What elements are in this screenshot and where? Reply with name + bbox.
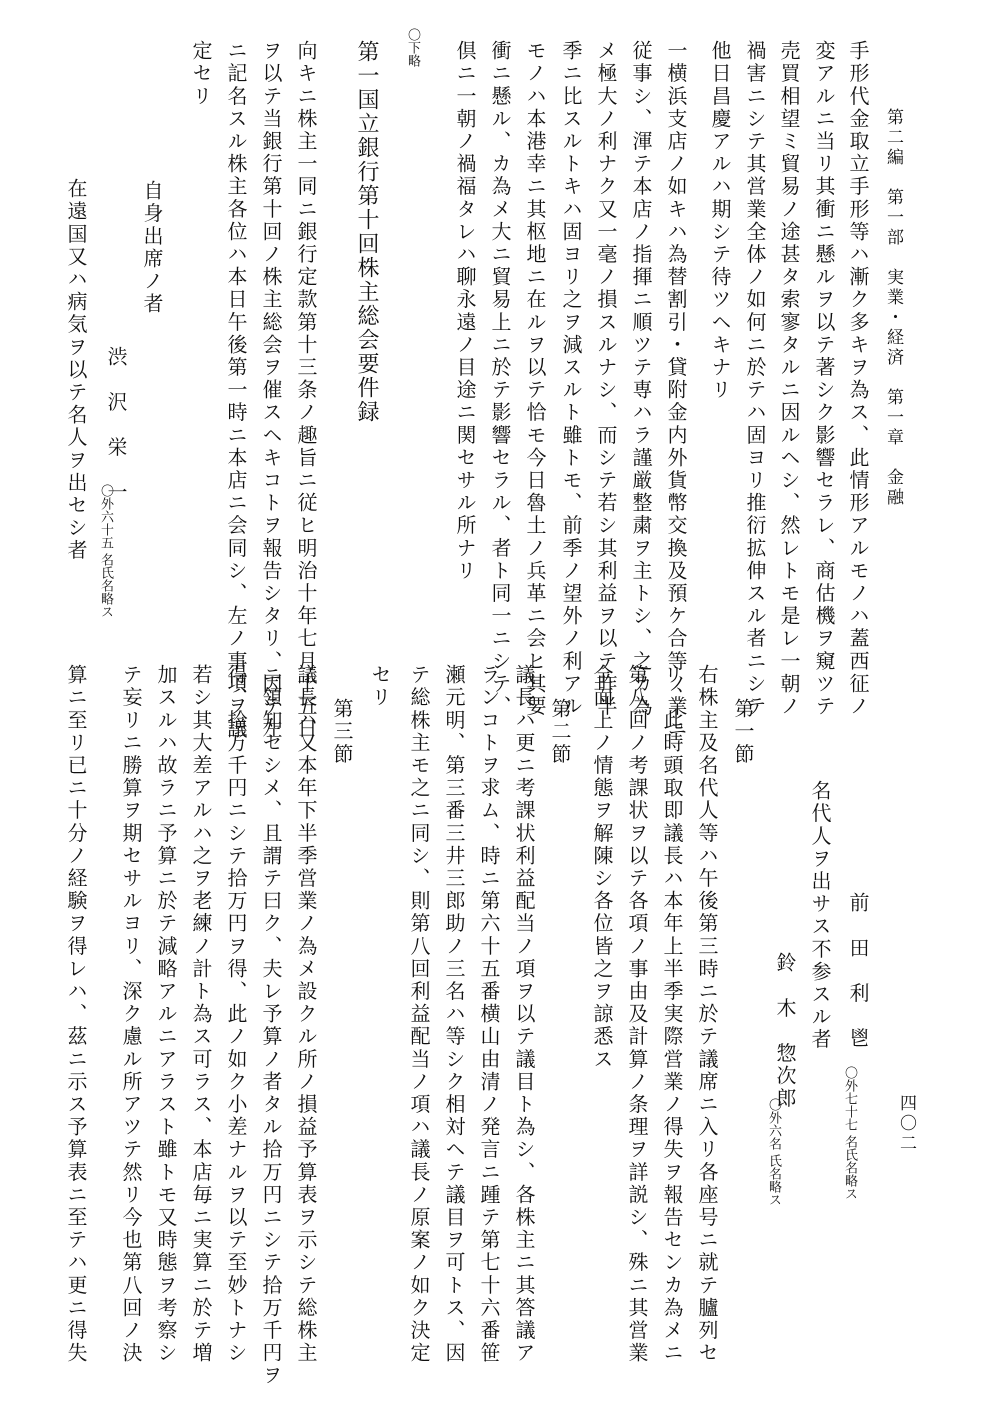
text-column: 若シ其大差アルハ之ヲ老練ノ計ト為ス可ラス、本店毎ニ実算ニ於テ増: [189, 664, 213, 1365]
note-line: 〇外六十五: [98, 484, 113, 549]
running-title: 第二編 第一部 実業・経済 第一章 金融: [883, 108, 903, 508]
proxy-label: 在遠国又ハ病気ヲ以テ名人ヲ出セシ者: [64, 178, 88, 563]
note-line: 〇外七十七: [842, 1066, 857, 1131]
text-column: ヲ以テ当銀行第十回ノ株主総会ヲ催スヘキコトヲ報告シタリ、因テ左: [259, 40, 283, 741]
section-heading-2: 第二節: [548, 698, 572, 766]
text-column: 他日昌慶アルハ期シテ待ツヘキナリ: [708, 40, 732, 402]
text-column: メ極大ノ利ナク又一毫ノ損スルナシ、而シテ若シ其利益ヲ以テ昨半: [594, 40, 618, 718]
attendance-label: 自身出席ノ者: [140, 180, 164, 316]
section-heading-3: 第三節: [330, 698, 354, 766]
text-column: 従事シ、渾テ本店ノ指揮ニ順ツテ専ハラ謹厳整粛ヲ主トシ、之カ為: [629, 40, 653, 718]
text-column: モノハ本港幸ニ其枢地ニ在ルヲ以テ恰モ今日魯土ノ兵革ニ会ヒ其要: [523, 40, 547, 718]
proxy-note: [842, 1066, 856, 1200]
attendee-note: [98, 484, 112, 618]
note-line: 名氏名略ス: [842, 1135, 857, 1201]
text-column: 倶ニ一朝ノ禍福タレハ聊永遠ノ目途ニ関セサル所ナリ: [453, 40, 477, 583]
attendee-name: 渋 沢 栄 一: [104, 346, 128, 505]
absent-name: 鈴 木 惣次郎: [773, 952, 797, 1111]
text-column: ニ領知セシメ、且謂テ曰ク、夫レ予算ノ者タル拾万円ニシテ拾万千円ヲ: [259, 664, 283, 1388]
text-column: 手形代金取立手形等ハ漸ク多キヲ為ス、此情形アルモノハ蓋西征ノ: [846, 40, 870, 718]
text-column: 瀬元明、第三番三井三郎助ノ三名ハ等シク相対ヘテ議目ヲ可トス、因: [442, 664, 466, 1365]
absent-note: [766, 1098, 780, 1206]
proxy-name: 前 田 利 鬯: [846, 892, 870, 1051]
note-line: 〇外六名: [766, 1098, 781, 1150]
text-column: ランコトヲ求ム、時ニ第六十五番横山由清ノ発言ニ踵テ第七十六番笹: [477, 664, 501, 1365]
text-column: 加スルハ故ラニ予算ニ於テ減略アルニアラスト雖トモ又時態ヲ考察シ: [154, 664, 178, 1365]
text-column: 禍害ニシテ其営業全体ノ如何ニ於テハ固ヨリ推衍拡伸スル者ニシテ: [743, 40, 767, 718]
text-column: テ総株主モ之ニ同シ、則第八回利益配当ノ項ハ議長ノ原案ノ如ク決定: [407, 664, 431, 1365]
note-line: 氏名略ス: [766, 1154, 781, 1207]
text-column: 定セリ: [189, 40, 213, 108]
text-column: 議長ハ又本年下半季営業ノ為メ設クル所ノ損益予算表ヲ示シテ総株主: [294, 664, 318, 1365]
text-column: 衝ニ懸ル、カ為メ大ニ貿易上ニ於テ影響セラル、者ト同一ニシテ、: [488, 40, 512, 718]
text-column: 向キニ株主一同ニ銀行定款第十三条ノ趣旨ニ従ヒ明治十年七月十五日: [294, 40, 318, 741]
text-column: 一横浜支店ノ如キハ為替割引・貸附金内外貨幣交換及預ケ合等ノ業ニ: [664, 40, 688, 741]
text-column: リ、此時頭取即議長ハ本年上半季実際営業ノ得失ヲ報告センカ為メニ: [660, 664, 684, 1365]
text-column: 季ニ比スルトキハ固ヨリ之ヲ減スルト雖トモ、前季ノ望外ノ利アル: [559, 40, 583, 718]
text-column: 全面上ノ情態ヲ解陳シ各位皆之ヲ諒悉ス: [590, 664, 614, 1071]
section-title: 第一国立銀行第十回株主総会要件録: [354, 40, 379, 424]
note-line: 名氏名略ス: [98, 553, 113, 619]
text-column: 得、拾万千円ニシテ拾万円ヲ得、此ノ如ク小差ナルヲ以テ至妙トナシ: [224, 664, 248, 1365]
text-column: テ妄リニ勝算ヲ期セサルヨリ、深ク慮ル所アツテ然リ今也第八回ノ決: [119, 664, 143, 1365]
text-column: 算ニ至リ已ニ十分ノ経験ヲ得レハ、茲ニ示ス予算表ニ至テハ更ニ得失: [64, 664, 88, 1365]
section-heading-1: 第一節: [731, 698, 755, 766]
text-column: セリ: [368, 664, 392, 710]
text-column: ニ記名スル株主各位ハ本日午後第一時ニ本店ニ会同シ、左ノ事項ヲ議: [224, 40, 248, 741]
omission-note: 〇下略: [405, 28, 420, 67]
text-column: 議長ハ更ニ考課状利益配当ノ項ヲ以テ議目ト為シ、各株主ニ其答議ア: [512, 664, 536, 1365]
text-column: 変アルニ当リ其衝ニ懸ルヲ以テ著シク影響セラレ、商估機ヲ窺ツテ: [812, 40, 836, 718]
text-column: 売買相望ミ貿易ノ途甚タ索寥タルニ因ルヘシ、然レトモ是レ一朝ノ: [777, 40, 801, 718]
text-column: 右株主及名代人等ハ午後第三時ニ於テ議席ニ入リ各座号ニ就テ臚列セ: [695, 664, 719, 1365]
page-number: 四〇二: [896, 1094, 916, 1154]
absent-label: 名代人ヲ出サス不参スル者: [808, 780, 832, 1052]
text-column: 第八回ノ考課状ヲ以テ各項ノ事由及計算ノ条理ヲ詳説シ、殊ニ其営業: [625, 664, 649, 1365]
